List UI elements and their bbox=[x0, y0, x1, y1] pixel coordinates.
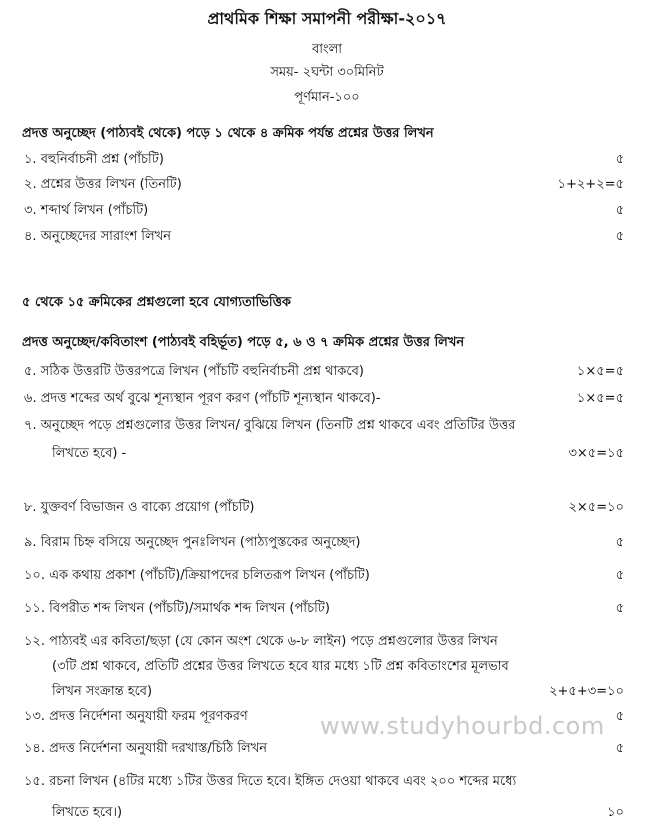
marks-6: ১×৫=৫ bbox=[576, 391, 624, 406]
list-item-12-cont2: লিখন সংক্রান্ত হবে) bbox=[52, 684, 153, 699]
list-item-12: ১২. পাঠ্যবই এর কবিতা/ছড়া (যে কোন অংশ থেকে ৬-৮ লাইন) পড়ে প্রশ্নগুলোর উত্তর লিখন bbox=[24, 634, 498, 649]
list-item-11: ১১. বিপরীত শব্দ লিখন (পাঁচটি)/সমার্থক শব্দ লিখন (পাঁচটি) bbox=[24, 601, 330, 616]
list-item-2: ২. প্রশ্নের উত্তর লিখন (তিনটি) bbox=[24, 177, 182, 192]
marks-7: ৩×৫=১৫ bbox=[568, 446, 624, 461]
marks-2: ১+২+২=৫ bbox=[557, 177, 624, 192]
list-item-7-cont: লিখতে হবে) - bbox=[52, 446, 127, 461]
marks-3: ৫ bbox=[615, 203, 624, 218]
list-item-15-cont: লিখতে হবে।) bbox=[52, 805, 123, 820]
marks-15: ১০ bbox=[607, 805, 624, 820]
section2-heading: ৫ থেকে ১৫ ক্রমিকের প্রশ্নগুলো হবে যোগ্যতাভিত্তিক bbox=[22, 295, 291, 310]
full-marks: পূর্ণমান-১০০ bbox=[294, 90, 360, 105]
page-title: প্রাথমিক শিক্ষা সমাপনী পরীক্ষা-২০১৭ bbox=[207, 9, 447, 28]
list-item-10: ১০. এক কথায় প্রকাশ (পাঁচটি)/ক্রিয়াপদের চলিতরূপ লিখন (পাঁচটি) bbox=[24, 568, 370, 583]
list-item-8: ৮. যুক্তবর্ণ বিভাজন ও বাক্যে প্রয়োগ (পাঁচটি) bbox=[24, 500, 255, 515]
marks-1: ৫ bbox=[615, 152, 624, 167]
list-item-15: ১৫. রচনা লিখন (৪টির মধ্যে ১টির উত্তর দিতে হবে। ইঙ্গিত দেওয়া থাকবে এবং ২০০ শব্দের মধ্যে bbox=[24, 774, 517, 789]
list-item-13: ১৩. প্রদত্ত নির্দেশনা অনুযায়ী ফরম পূরণকরণ bbox=[24, 709, 248, 724]
section1-heading: প্রদত্ত অনুচ্ছেদ (পাঠ্যবই থেকে) পড়ে ১ থেকে ৪ ক্রমিক পর্যন্ত প্রশ্নের উত্তর লিখন bbox=[22, 126, 434, 141]
section2-subheading: প্রদত্ত অনুচ্ছেদ/কবিতাংশ (পাঠ্যবই বহির্ভূত) পড়ে ৫, ৬ ও ৭ ক্রমিক প্রশ্নের উত্তর লিখন bbox=[22, 335, 465, 350]
list-item-6: ৬. প্রদত্ত শব্দের অর্থ বুঝে শূন্যস্থান পূরণ করণ (পাঁচটি শূন্যস্থান থাকবে)- bbox=[24, 391, 381, 406]
marks-14: ৫ bbox=[615, 741, 624, 756]
marks-8: ২×৫=১০ bbox=[568, 500, 624, 515]
list-item-4: ৪. অনুচ্ছেদের সারাংশ লিখন bbox=[24, 229, 171, 244]
marks-10: ৫ bbox=[615, 568, 624, 583]
list-item-9: ৯. বিরাম চিহ্ন বসিয়ে অনুচ্ছেদ পুনঃলিখন (পাঠ্যপুস্তকের অনুচ্ছেদ) bbox=[24, 535, 361, 550]
marks-13: ৫ bbox=[615, 709, 624, 724]
list-item-7: ৭. অনুচ্ছেদ পড়ে প্রশ্নগুলোর উত্তর লিখন/ বুঝিয়ে লিখন (তিনটি প্রশ্ন থাকবে এবং প্রতিটির উত্তর bbox=[24, 418, 516, 433]
marks-9: ৫ bbox=[615, 535, 624, 550]
exam-time: সময়- ২ঘন্টা ৩০মিনিট bbox=[270, 65, 384, 80]
watermark-text: www.studyhourbd.com bbox=[320, 712, 605, 740]
list-item-12-cont1: (৩টি প্রশ্ন থাকবে, প্রতিটি প্রশ্নের উত্তর লিখতে হবে যার মধ্যে ১টি প্রশ্ন কবিতাংশের মূলভাব bbox=[52, 659, 509, 674]
marks-4: ৫ bbox=[615, 229, 624, 244]
list-item-14: ১৪. প্রদত্ত নির্দেশনা অনুযায়ী দরখাস্ত/চিঠি লিখন bbox=[24, 741, 268, 756]
marks-5: ১×৫=৫ bbox=[576, 364, 624, 379]
marks-11: ৫ bbox=[615, 601, 624, 616]
list-item-3: ৩. শব্দার্থ লিখন (পাঁচটি) bbox=[24, 203, 149, 218]
list-item-1: ১. বহুনির্বাচনী প্রশ্ন (পাঁচটি) bbox=[24, 152, 164, 167]
subject: বাংলা bbox=[311, 42, 343, 57]
marks-12: ২+৫+৩=১০ bbox=[549, 684, 624, 699]
list-item-5: ৫. সঠিক উত্তরটি উত্তরপত্রে লিখন (পাঁচটি বহুনির্বাচনী প্রশ্ন থাকবে) bbox=[24, 364, 364, 379]
